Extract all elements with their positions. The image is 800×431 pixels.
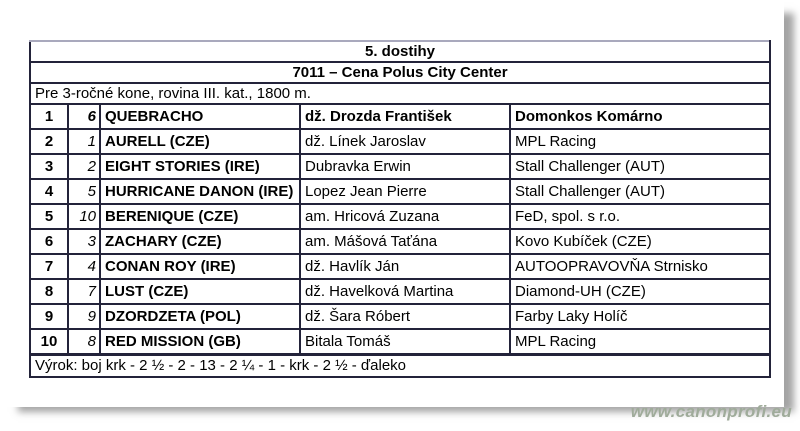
race-title-row — [30, 41, 770, 62]
owner-cell: MPL Racing — [510, 329, 770, 355]
start-number-cell: 6 — [68, 104, 100, 129]
result-row — [30, 154, 770, 179]
place-cell: 2 — [30, 129, 68, 154]
jockey-cell: dž. Línek Jaroslav — [300, 129, 510, 154]
jockey-cell: dž. Havelková Martina — [300, 279, 510, 304]
owner-cell: MPL Racing — [510, 129, 770, 154]
jockey-cell: dž. Havlík Ján — [300, 254, 510, 279]
place-cell: 5 — [30, 204, 68, 229]
result-row — [30, 254, 770, 279]
horse-cell: AURELL (CZE) — [100, 129, 300, 154]
horse-cell: BERENIQUE (CZE) — [100, 204, 300, 229]
place-cell: 10 — [30, 329, 68, 355]
horse-cell: QUEBRACHO — [100, 104, 300, 129]
result-row — [30, 104, 770, 129]
jockey-cell: am. Mášová Taťána — [300, 229, 510, 254]
race-name-row — [30, 62, 770, 83]
owner-cell: Farby Laky Holíč — [510, 304, 770, 329]
horse-cell: ZACHARY (CZE) — [100, 229, 300, 254]
race-verdict-row — [30, 355, 770, 378]
race-conditions: Pre 3-ročné kone, rovina III. kat., 1800 m. — [30, 83, 770, 104]
place-cell: 9 — [30, 304, 68, 329]
jockey-cell: dž. Drozda František — [300, 104, 510, 129]
start-number-cell: 1 — [68, 129, 100, 154]
jockey-cell: Lopez Jean Pierre — [300, 179, 510, 204]
place-cell: 6 — [30, 229, 68, 254]
result-row — [30, 279, 770, 304]
place-cell: 4 — [30, 179, 68, 204]
owner-cell: Domonkos Komárno — [510, 104, 770, 129]
horse-cell: LUST (CZE) — [100, 279, 300, 304]
result-row — [30, 304, 770, 329]
owner-cell: Diamond-UH (CZE) — [510, 279, 770, 304]
owner-cell: Stall Challenger (AUT) — [510, 154, 770, 179]
owner-cell: FeD, spol. s r.o. — [510, 204, 770, 229]
race-conditions-row — [30, 83, 770, 104]
place-cell: 7 — [30, 254, 68, 279]
result-row — [30, 179, 770, 204]
jockey-cell: dž. Šara Róbert — [300, 304, 510, 329]
start-number-cell: 8 — [68, 329, 100, 355]
jockey-cell: Dubravka Erwin — [300, 154, 510, 179]
result-row — [30, 329, 770, 355]
owner-cell: AUTOOPRAVOVŇA Strnisko — [510, 254, 770, 279]
start-number-cell: 2 — [68, 154, 100, 179]
owner-cell: Stall Challenger (AUT) — [510, 179, 770, 204]
start-number-cell: 3 — [68, 229, 100, 254]
horse-cell: DZORDZETA (POL) — [100, 304, 300, 329]
start-number-cell: 10 — [68, 204, 100, 229]
place-cell: 8 — [30, 279, 68, 304]
horse-cell: HURRICANE DANON (IRE) — [100, 179, 300, 204]
result-row — [30, 129, 770, 154]
start-number-cell: 5 — [68, 179, 100, 204]
jockey-cell: Bitala Tomáš — [300, 329, 510, 355]
race-results-table — [29, 40, 771, 378]
race-number-and-name: 7011 – Cena Polus City Center — [30, 62, 770, 83]
race-results-body — [30, 41, 770, 377]
owner-cell: Kovo Kubíček (CZE) — [510, 229, 770, 254]
result-row — [30, 229, 770, 254]
result-row — [30, 204, 770, 229]
place-cell: 3 — [30, 154, 68, 179]
race-verdict: Výrok: boj krk - 2 ½ - 2 - 13 - 2 ¼ - 1 - krk - 2 ½ - ďaleko — [30, 355, 770, 378]
start-number-cell: 4 — [68, 254, 100, 279]
watermark: www.canonprofi.eu — [630, 402, 792, 421]
start-number-cell: 9 — [68, 304, 100, 329]
horse-cell: EIGHT STORIES (IRE) — [100, 154, 300, 179]
start-number-cell: 7 — [68, 279, 100, 304]
horse-cell: RED MISSION (GB) — [100, 329, 300, 355]
horse-cell: CONAN ROY (IRE) — [100, 254, 300, 279]
race-title: 5. dostihy — [30, 41, 770, 62]
jockey-cell: am. Hricová Zuzana — [300, 204, 510, 229]
place-cell: 1 — [30, 104, 68, 129]
